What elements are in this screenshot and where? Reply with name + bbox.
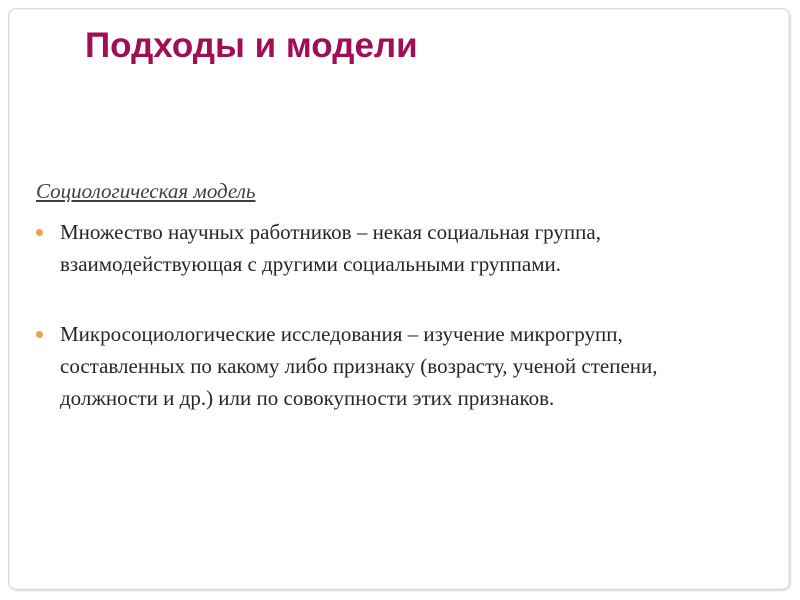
bullet-item bbox=[36, 216, 686, 280]
slide-content bbox=[36, 176, 686, 414]
bullet-text: Множество научных работников – некая социальная группа, взаимодействующая с другими социальными группами. bbox=[60, 220, 601, 276]
bullet-dot-icon bbox=[36, 331, 43, 338]
bullet-dot-icon bbox=[36, 229, 43, 236]
bullet-text: Микросоциологические исследования – изучение микрогрупп, составленных по какому либо признаку (возрасту, ученой степени, должности и др.) или по совокупности этих признаков. bbox=[60, 322, 658, 410]
slide-title: Подходы и модели bbox=[85, 26, 418, 65]
bullet-item bbox=[36, 318, 686, 414]
section-subheading: Социологическая модель bbox=[36, 179, 256, 203]
